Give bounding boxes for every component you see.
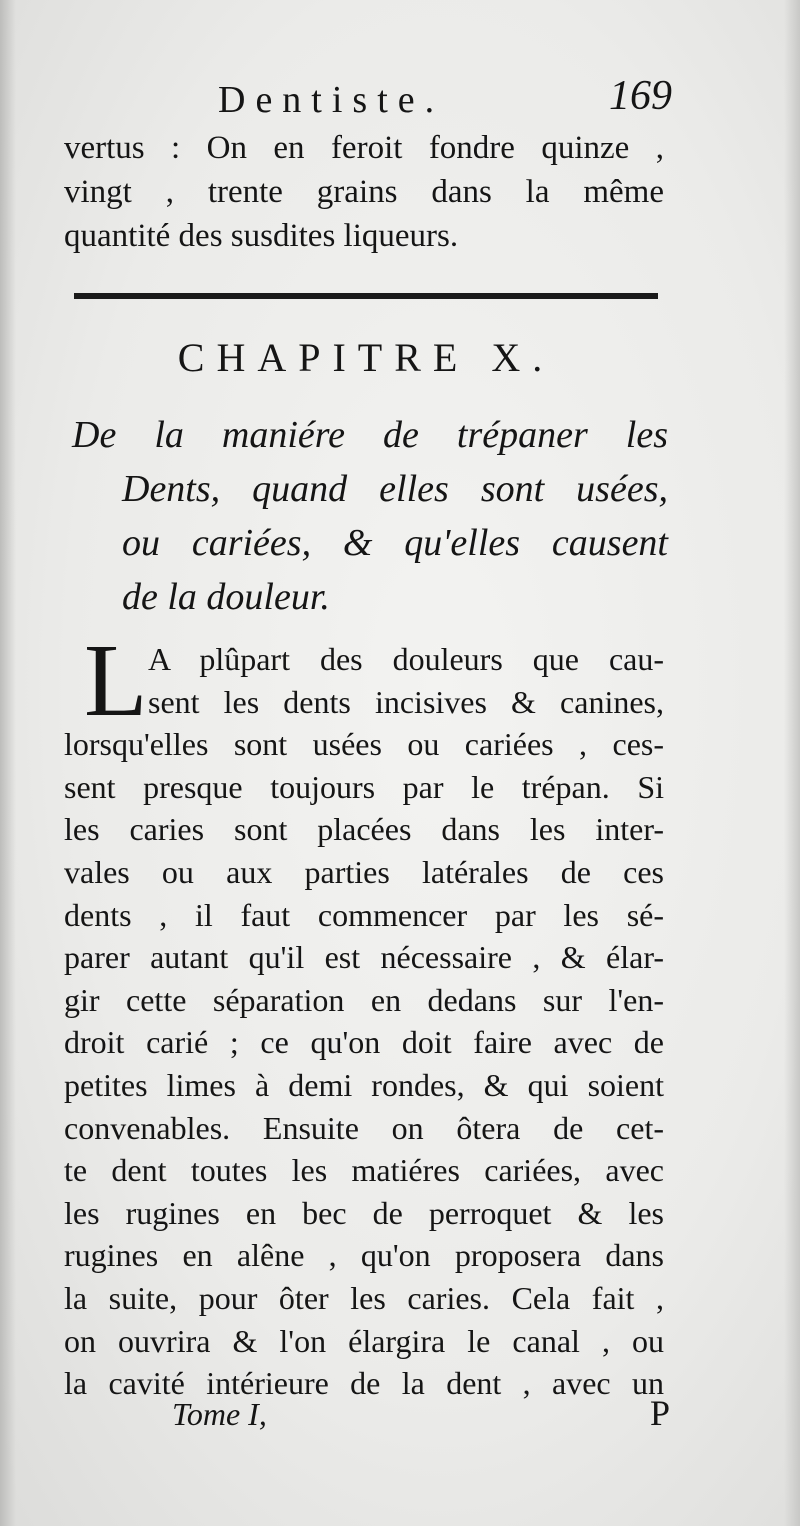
running-title: Dentiste. [218, 79, 445, 121]
carry-over-paragraph [64, 126, 664, 258]
text-line: la suite, pour ôter les caries. Cela fait , [64, 1279, 664, 1316]
text-line: convenables. Ensuite on ôtera de cet- [64, 1109, 664, 1146]
text-line: vertus : On en feroit fondre quinze , [64, 130, 664, 166]
drop-cap: L [84, 623, 148, 738]
text-line: quantité des susdites liqueurs. [64, 218, 459, 254]
text-line: vingt , trente grains dans la même [64, 174, 664, 210]
text-line: te dent toutes les matiéres cariées, avec [64, 1152, 664, 1189]
text-line: sent les dents incisives & canines, [148, 683, 664, 720]
subtitle-line: ou cariées, & qu'elles causent [122, 522, 668, 564]
text-line: rugines en alêne , qu'on proposera dans [64, 1237, 664, 1274]
text-line: droit carié ; ce qu'on doit faire avec de [64, 1024, 664, 1061]
page-number: 169 [609, 73, 672, 119]
text-line: A plûpart des douleurs que cau- [148, 641, 664, 677]
body-paragraph [64, 623, 664, 1405]
signature-mark: P [649, 1393, 670, 1433]
text-line: lorsqu'elles sont usées ou cariées , ces- [64, 726, 664, 763]
text-line: petites limes à demi rondes, & qui soient [64, 1066, 664, 1103]
text-line: vales ou aux parties latérales de ces [64, 853, 664, 890]
running-head [60, 70, 672, 126]
volume-label: Tome I, [172, 1396, 267, 1432]
section-rule [74, 293, 658, 299]
text-line: la cavité intérieure de la dent , avec un [64, 1365, 664, 1402]
subtitle-line: Dents, quand elles sont usées, [122, 468, 668, 510]
chapter-subtitle [72, 408, 668, 624]
text-line: dents , il faut commencer par les sé- [64, 896, 664, 933]
text-line: parer autant qu'il est nécessaire , & élar- [64, 939, 664, 976]
text-line: sent presque toujours par le trépan. Si [64, 768, 664, 805]
subtitle-line: de la douleur. [122, 576, 330, 618]
text-line: on ouvrira & l'on élargira le canal , ou [64, 1322, 664, 1359]
right-page-edge [784, 0, 800, 1526]
chapter-heading: CHAPITRE X. [177, 335, 555, 380]
subtitle-line: De la maniére de trépaner les [72, 414, 668, 456]
page-footer [60, 1393, 670, 1444]
left-page-edge [0, 0, 16, 1526]
text-line: gir cette séparation en dedans sur l'en- [64, 981, 664, 1018]
text-line: les rugines en bec de perroquet & les [64, 1194, 664, 1231]
text-line: les caries sont placées dans les inter- [64, 811, 664, 848]
